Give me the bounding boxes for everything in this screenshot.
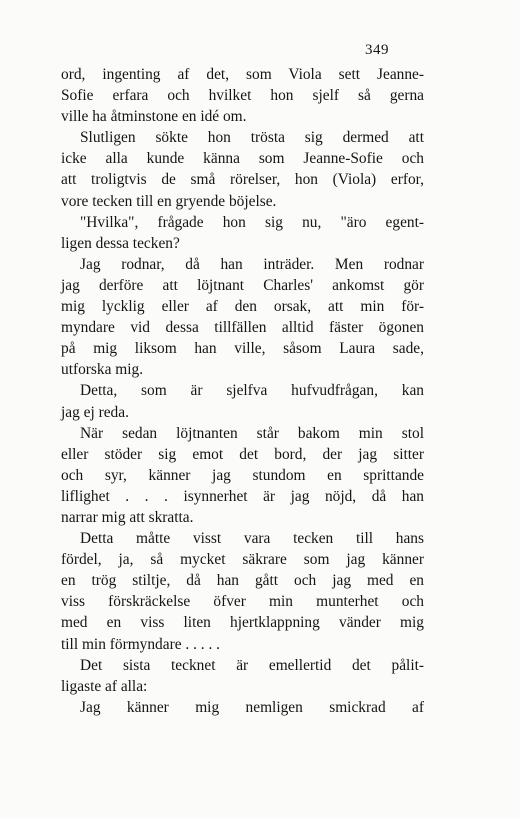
text-line: till min förmyndare . . . . . <box>61 635 221 653</box>
text-line: Detta måtte visst vara tecken till hans <box>80 530 424 548</box>
text-line: ville ha åtminstone en idé om. <box>61 108 247 126</box>
text-line: Det sista tecknet är emellertid det pålit- <box>80 656 424 674</box>
text-line: jag ej reda. <box>61 403 129 421</box>
text-line: en trög stiltje, då han gått och jag med en <box>61 572 424 590</box>
text-line: Detta, som är sjelfva hufvudfrågan, kan <box>80 382 424 400</box>
text-line: utforska mig. <box>61 361 144 379</box>
text-line: på mig liksom han ville, såsom Laura sade, <box>61 340 424 358</box>
text-line: och syr, känner jag stundom en sprittande <box>61 466 424 484</box>
page-number: 349 <box>365 42 389 58</box>
text-line: liflighet . . . isynnerhet är jag nöjd, då han <box>61 487 424 505</box>
body-text <box>61 64 424 718</box>
text-line: myndare vid dessa tillfällen alltid fäster ögonen <box>61 319 424 337</box>
text-line: ord, ingenting af det, som Viola sett Jeanne- <box>61 66 424 83</box>
text-line: icke alla kunde känna som Jeanne-Sofie och <box>61 150 424 168</box>
text-line: Slutligen sökte hon trösta sig dermed att <box>80 129 424 147</box>
text-line: ligen dessa tecken? <box>61 234 180 252</box>
text-line: narrar mig att skratta. <box>61 508 194 526</box>
text-line: viss förskräckelse öfver min munterhet och <box>61 593 424 611</box>
text-line: med en viss liten hjertklappning vänder mig <box>61 614 424 632</box>
text-line: eller stöder sig emot det bord, der jag sitter <box>61 445 424 463</box>
text-line: ligaste af alla: <box>61 677 148 695</box>
text-line: jag derföre att löjtnant Charles' ankomst gör <box>61 276 424 294</box>
text-line: När sedan löjtnanten står bakom min stol <box>80 424 424 442</box>
text-line: att troligtvis de små rörelser, hon (Viola) erfor, <box>61 171 424 189</box>
text-line: mig lycklig eller af den orsak, att min för- <box>61 298 424 316</box>
text-line: "Hvilka", frågade hon sig nu, "äro egent- <box>80 213 424 231</box>
text-line: Jag rodnar, då han inträder. Men rodnar <box>80 255 424 273</box>
text-line: Sofie erfara och hvilket hon sjelf så gerna <box>61 87 424 105</box>
text-line: fördel, ja, så mycket säkrare som jag känner <box>61 551 424 569</box>
text-line: Jag känner mig nemligen smickrad af <box>80 698 424 716</box>
text-line: vore tecken till en gryende böjelse. <box>61 192 277 210</box>
